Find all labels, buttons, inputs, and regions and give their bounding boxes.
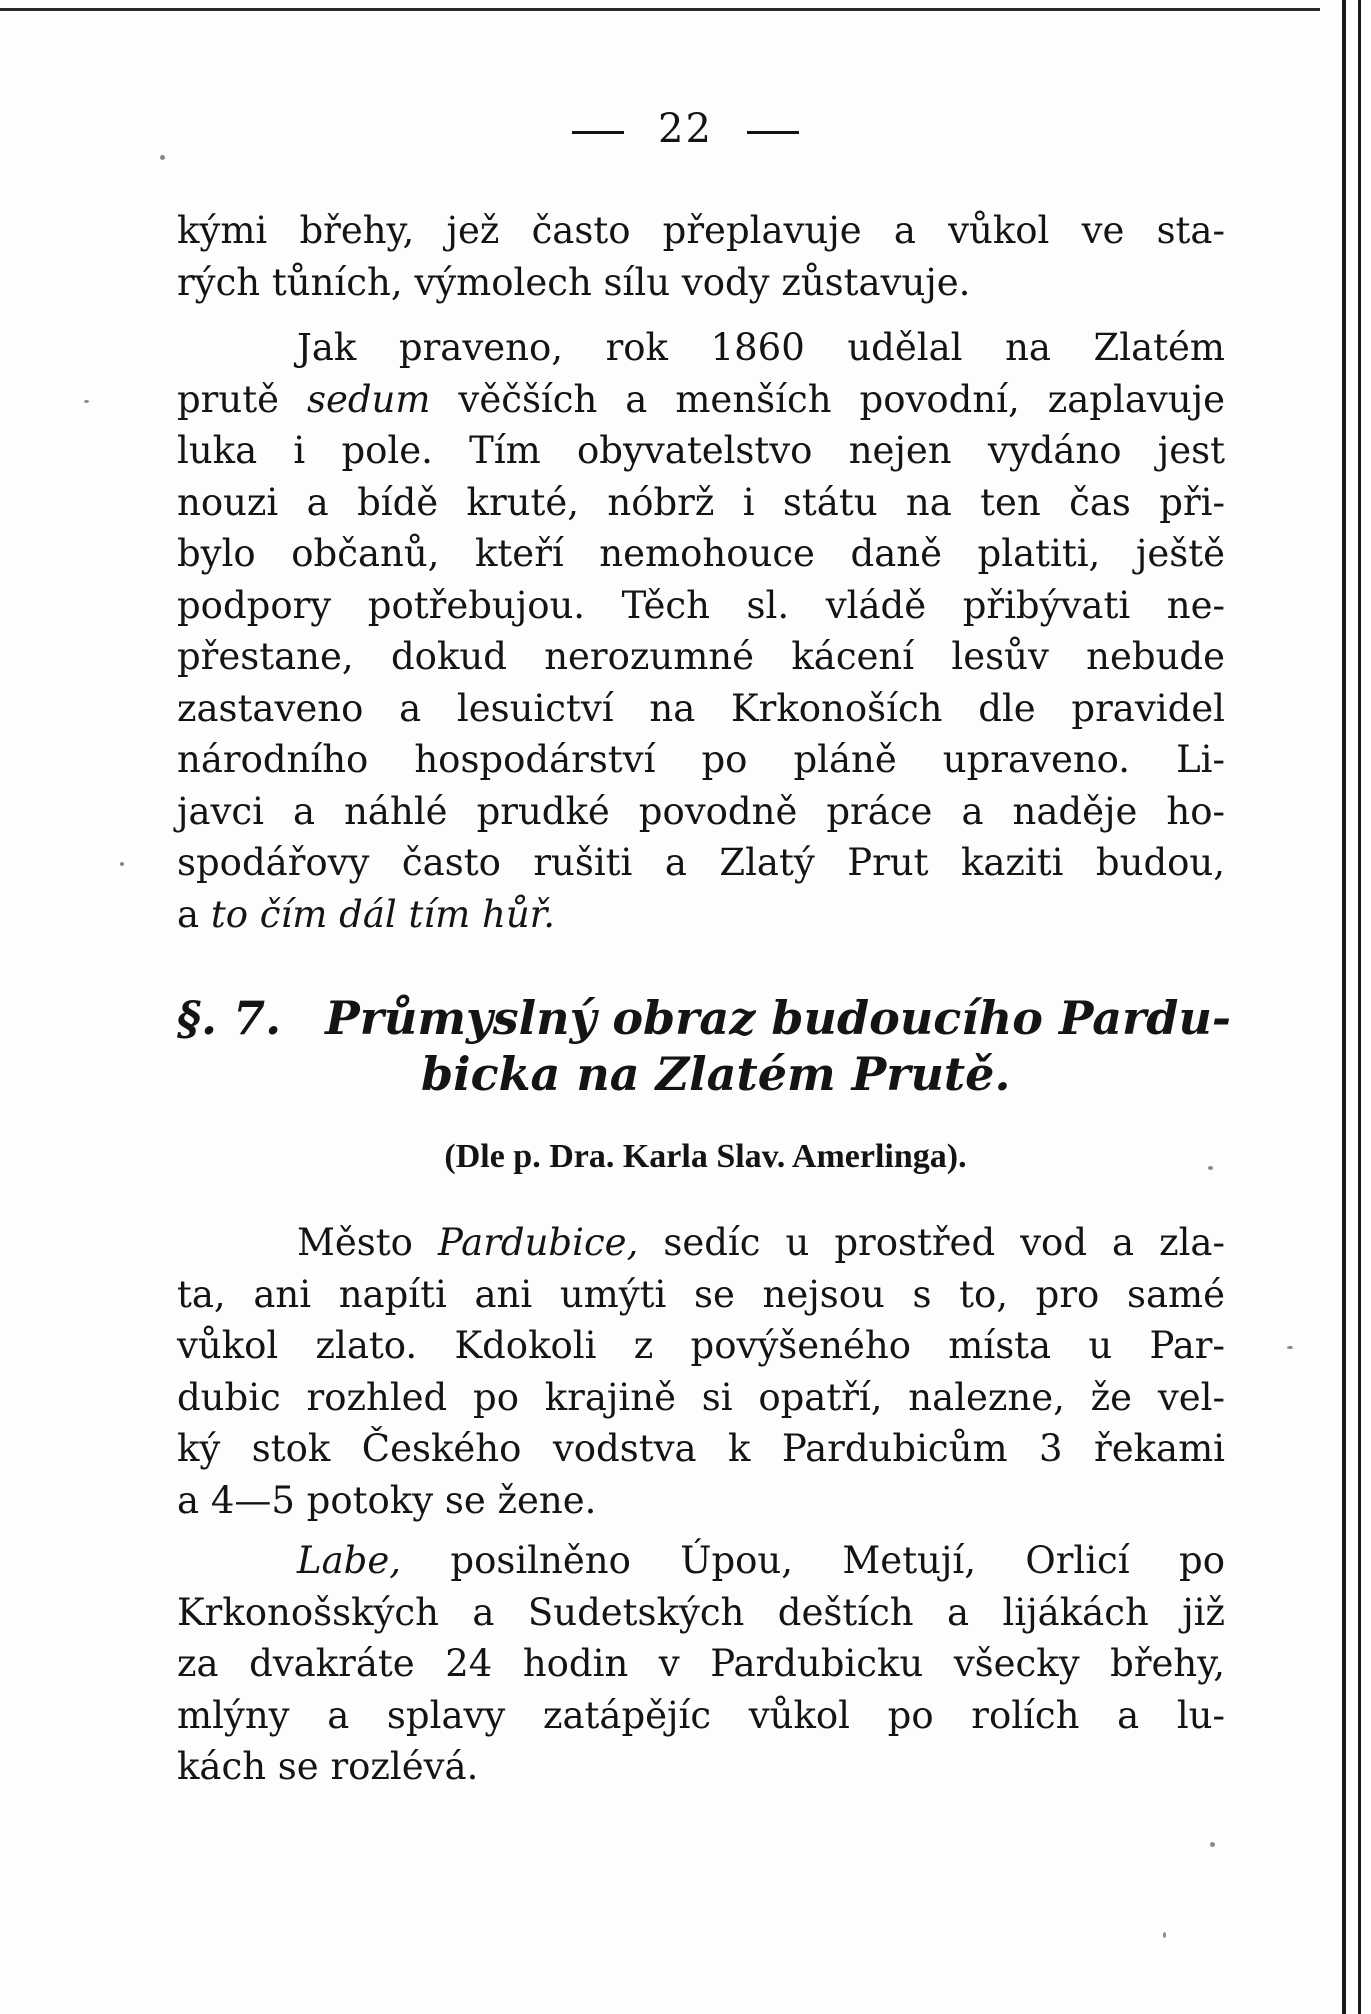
paper-speck	[1210, 1842, 1215, 1847]
right-edge-line	[1342, 0, 1346, 2014]
italic-word: Pardubice,	[437, 1221, 639, 1264]
text-line: přestane, dokud nerozumné kácení lesův nebude	[177, 635, 1225, 678]
section-number: §. 7.	[177, 991, 282, 1045]
text-line: ký stok Českého vodstva k Pardubicům 3 řekami	[177, 1427, 1225, 1470]
text-line: národního hospodárství po pláně upraveno. Li-	[177, 738, 1225, 781]
text-line: Krkonošských a Sudetských deštích a lijákách již	[177, 1590, 1225, 1634]
text-line: Jak praveno, rok 1860 udělal na Zlatém	[297, 326, 1225, 369]
top-edge-rule	[0, 8, 1320, 11]
text-line: mlýny a splavy zatápějíc vůkol po rolích a lu-	[177, 1693, 1225, 1737]
text-line	[177, 374, 1225, 426]
text-span: věčších a menších povodní, zaplavuje	[430, 377, 1225, 421]
text-span: sedíc u prostřed vod a zla-	[638, 1221, 1225, 1264]
text-line: a 4—5 potoky se žene.	[177, 1478, 597, 1522]
section-title-line-2: bicka na Zlatém Prutě.	[421, 1047, 1011, 1101]
text-span: Město	[297, 1221, 438, 1264]
text-line: ta, ani napíti ani umýti se nejsou s to, pro samé	[177, 1272, 1225, 1316]
section-title-line-1	[177, 990, 1231, 1046]
text-line: javci a náhlé prudké povodně práce a naděje ho-	[177, 789, 1225, 833]
paper-speck	[1163, 1932, 1166, 1938]
italic-word: sedum	[306, 377, 431, 421]
text-line: dubic rozhled po krajině si opatří, nalezne, že vel-	[177, 1375, 1225, 1419]
paper-speck	[120, 862, 124, 866]
paragraph-4	[177, 1535, 1225, 1793]
paper-speck	[1287, 1346, 1293, 1349]
paper-speck	[160, 155, 165, 160]
text-line: kými břehy, jež často přeplavuje a vůkol ve sta-	[177, 209, 1225, 252]
text-line: nouzi a bídě kruté, nóbrž i státu na ten čas při-	[177, 480, 1225, 524]
text-line	[177, 889, 1225, 941]
text-line: spodářovy často rušiti a Zlatý Prut kaziti budou,	[177, 841, 1225, 884]
text-span: a	[177, 892, 211, 936]
text-line: za dvakráte 24 hodin v Pardubicku všecky břehy,	[177, 1642, 1225, 1685]
paragraph-1	[177, 205, 1225, 308]
paragraph-2	[177, 322, 1225, 940]
text-line	[177, 1535, 1225, 1587]
text-line	[177, 1217, 1225, 1269]
text-line: podpory potřebujou. Těch sl. vládě přibývati ne-	[177, 583, 1225, 627]
right-page-edge	[1352, 0, 1371, 2014]
text-line: vůkol zlato. Kdokoli z povýšeného místa u Par-	[177, 1324, 1225, 1367]
page-number: 22	[658, 106, 713, 152]
section-title-text: Průmyslný obraz budoucího Pardu-	[325, 991, 1231, 1045]
text-line: zastaveno a lesuictví na Krkonoších dle pravidel	[177, 686, 1225, 730]
text-line: bylo občanů, kteří nemohouce daně platiti, ještě	[177, 532, 1225, 575]
paper-speck	[1208, 1166, 1213, 1170]
italic-word: Labe,	[297, 1539, 401, 1582]
right-edge-line-outer	[1358, 0, 1361, 2014]
paragraph-3	[177, 1217, 1225, 1526]
page-header	[0, 106, 1371, 152]
text-span: posilněno Úpou, Metují, Orlicí po	[400, 1539, 1225, 1582]
text-span: prutě	[177, 377, 307, 421]
header-dash-left	[572, 131, 624, 134]
section-heading	[177, 990, 1231, 1102]
text-line: rých tůních, výmolech sílu vody zůstavuje.	[177, 260, 971, 304]
text-line: kách se rozlévá.	[177, 1745, 479, 1788]
text-line: luka i pole. Tím obyvatelstvo nejen vydáno jest	[177, 429, 1225, 472]
paper-speck	[84, 400, 89, 403]
header-dash-right	[747, 131, 799, 134]
section-subtitle: (Dle p. Dra. Karla Slav. Amerlinga).	[444, 1138, 967, 1175]
italic-phrase: to čím dál tím hůř.	[210, 892, 556, 936]
